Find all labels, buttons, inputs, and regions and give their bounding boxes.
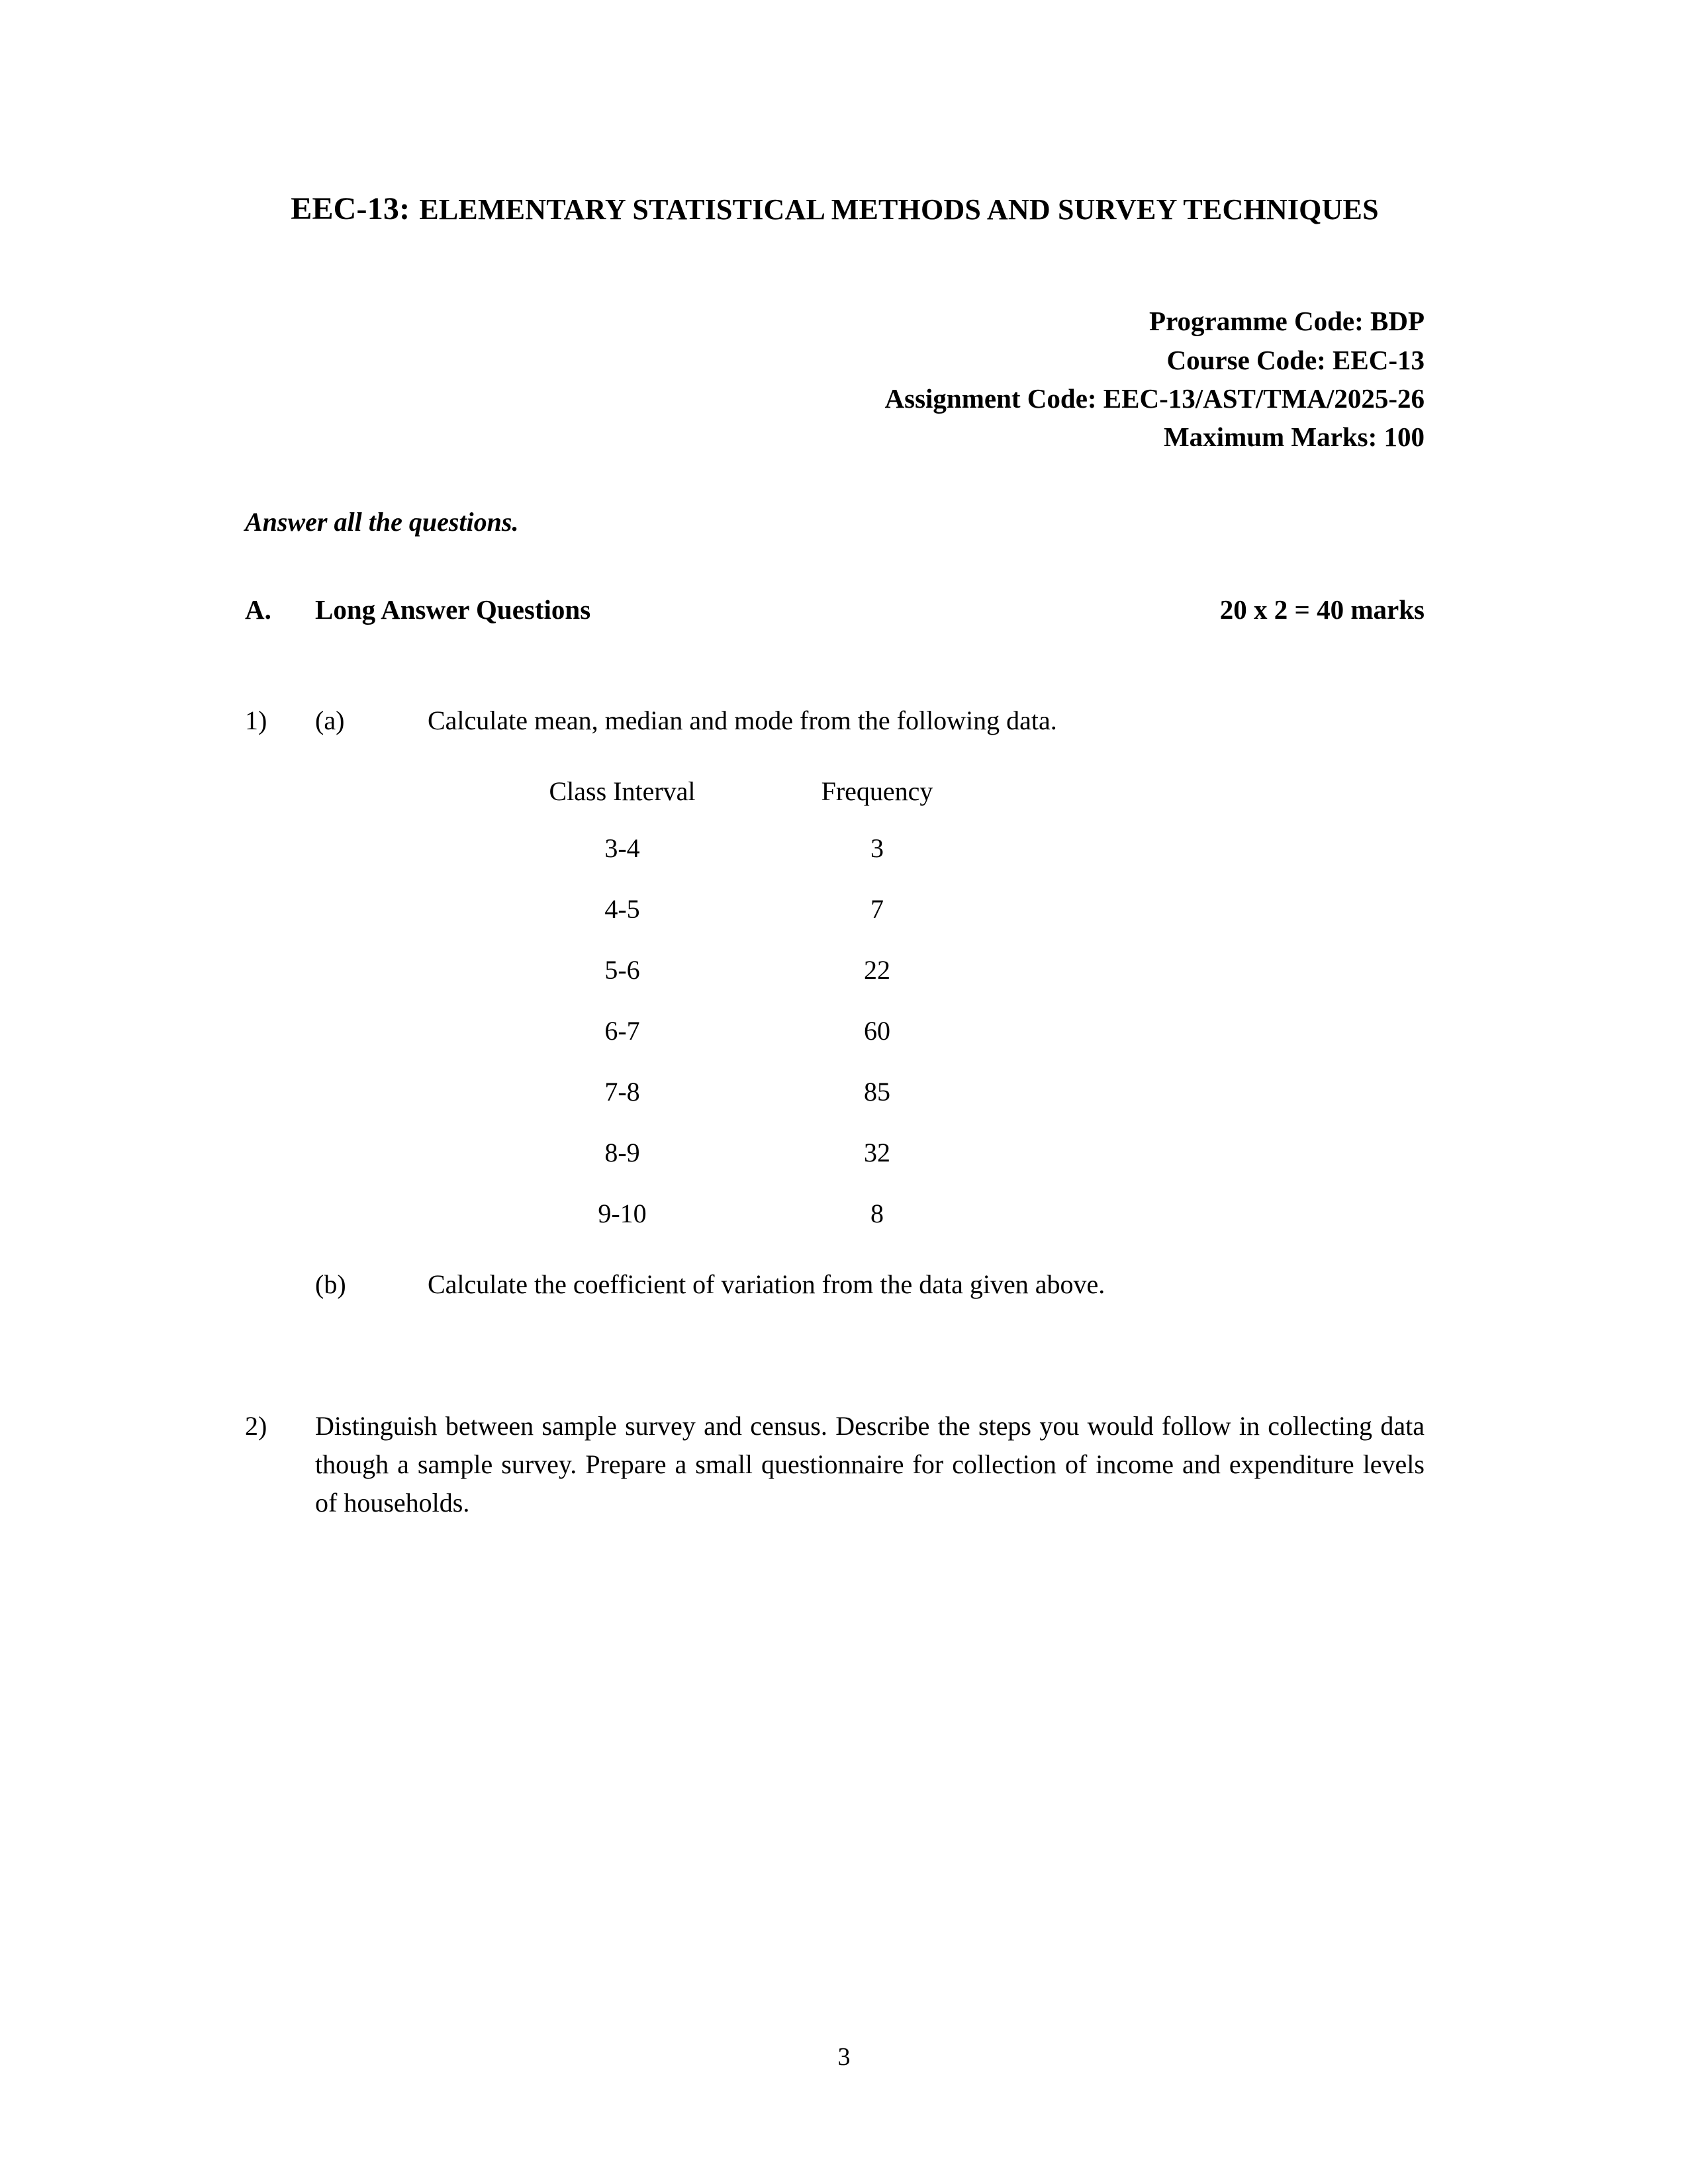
section-title: Long Answer Questions [315, 594, 591, 625]
assignment-meta-block [245, 302, 1425, 456]
cell-class-interval: 8-9 [604, 1137, 640, 1167]
cell-class-interval: 6-7 [604, 1015, 640, 1046]
question-1-number: 1) [245, 705, 267, 735]
table-row [483, 1061, 993, 1122]
cell-class-interval: 9-10 [598, 1198, 647, 1228]
column-header-frequency: Frequency [821, 776, 933, 806]
cell-frequency: 3 [870, 833, 884, 863]
cell-frequency: 22 [864, 954, 890, 985]
question-1a [245, 705, 1425, 737]
question-1a-label: (a) [315, 705, 345, 735]
instruction-text: Answer all the questions. [245, 507, 519, 537]
table-row [483, 878, 993, 939]
table-row [483, 817, 993, 878]
cell-frequency: 7 [870, 893, 884, 924]
cell-frequency: 85 [864, 1076, 890, 1107]
question-1b-text: Calculate the coefficient of variation from the data given above. [428, 1269, 1105, 1300]
section-heading [245, 594, 1425, 626]
course-code: Course Code: EEC-13 [1166, 344, 1425, 375]
cell-class-interval: 3-4 [604, 833, 640, 863]
page-number: 3 [837, 2043, 851, 2071]
question-2-number: 2) [245, 1411, 267, 1441]
question-1b-label: (b) [315, 1269, 346, 1300]
table-row [483, 1000, 993, 1061]
page-title [245, 0, 1425, 229]
frequency-table [483, 764, 993, 1244]
maximum-marks: Maximum Marks: 100 [1163, 422, 1425, 453]
cell-frequency: 8 [870, 1198, 884, 1228]
table-row [483, 1183, 993, 1244]
question-2 [245, 1407, 1425, 1522]
programme-code: Programme Code: BDP [1149, 306, 1425, 337]
table-row [483, 1122, 993, 1183]
cell-frequency: 60 [864, 1015, 890, 1046]
page-title-text: ELEMENTARY STATISTICAL METHODS AND SURVEY TECHNIQUES [419, 193, 1379, 226]
section-letter: A. [245, 594, 271, 625]
question-2-text: Distinguish between sample survey and census. Describe the steps you would follow in collecting data though a sample survey. Prepare a small questionnaire for collection of income and expenditure levels of households. [315, 1411, 1425, 1518]
column-header-class-interval: Class Interval [549, 776, 696, 806]
cell-frequency: 32 [864, 1137, 890, 1167]
cell-class-interval: 7-8 [604, 1076, 640, 1107]
page-title-course-code: EEC-13: [291, 191, 410, 226]
assignment-code: Assignment Code: EEC-13/AST/TMA/2025-26 [884, 383, 1425, 414]
cell-class-interval: 5-6 [604, 954, 640, 985]
table-row [483, 939, 993, 1000]
question-1b [245, 1269, 1425, 1301]
question-1a-text: Calculate mean, median and mode from the following data. [428, 705, 1057, 735]
table-header-row [483, 764, 993, 817]
page-content [245, 0, 1425, 1522]
section-marks: 20 x 2 = 40 marks [1219, 594, 1425, 625]
cell-class-interval: 4-5 [604, 893, 640, 924]
